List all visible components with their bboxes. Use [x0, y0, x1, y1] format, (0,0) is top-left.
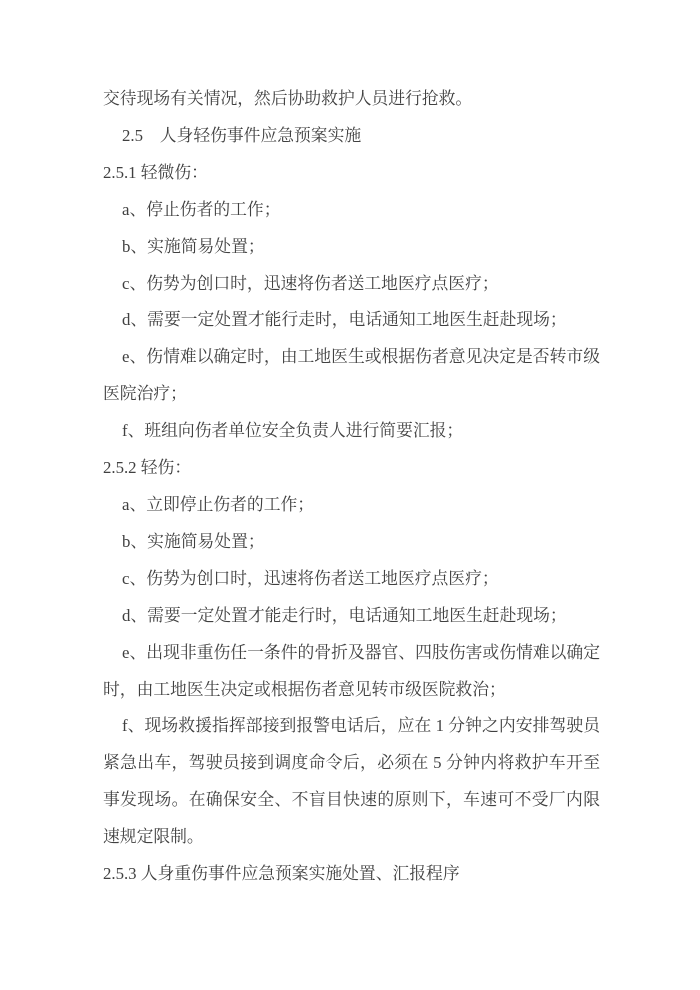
clause-2-5-2-d: d、需要一定处置才能走行时，电话通知工地医生赶赴现场； — [122, 605, 567, 625]
clause-2-5-2-a: a、立即停止伤者的工作； — [122, 494, 315, 514]
clause-2-5-2-f: f、现场救援指挥部接到报警电话后，应在 1 分钟之内安排驾驶员紧急出车，驾驶员接到调度命令后，必须在 5 分钟内将救护车开至事发现场。在确保安全、不盲目快速的原则下，车速可不受厂内限速规定限制。 — [103, 716, 600, 847]
clause-2-5-2-b: b、实施简易处置； — [122, 531, 265, 551]
clause-2-5-1-a: a、停止伤者的工作； — [122, 199, 281, 219]
clause-2-5-1-c: c、伤势为创口时，迅速将伤者送工地医疗点医疗； — [122, 273, 499, 293]
document-text-block — [103, 81, 600, 893]
heading-section-2-5-1: 2.5.1 轻微伤： — [103, 162, 208, 182]
clause-2-5-1-d: d、需要一定处置才能行走时，电话通知工地医生赶赴现场； — [122, 310, 567, 330]
paragraph-continuation: 交待现场有关情况，然后协助救护人员进行抢救。 — [103, 89, 473, 108]
clause-2-5-1-e: e、伤情难以确定时，由工地医生或根据伤者意见决定是否转市级医院治疗； — [103, 347, 600, 404]
heading-section-2-5-3: 2.5.3 人身重伤事件应急预案实施处置、汇报程序 — [103, 864, 460, 884]
clause-2-5-1-b: b、实施简易处置； — [122, 236, 265, 256]
heading-section-2-5: 2.5 人身轻伤事件应急预案实施 — [122, 125, 362, 145]
clause-2-5-1-f: f、班组向伤者单位安全负责人进行简要汇报； — [122, 421, 464, 441]
clause-2-5-2-e: e、出现非重伤任一条件的骨折及器官、四肢伤害或伤情难以确定时，由工地医生决定或根据伤者意见转市级医院救治； — [103, 642, 600, 699]
heading-section-2-5-2: 2.5.2 轻伤： — [103, 458, 192, 478]
clause-2-5-2-c: c、伤势为创口时，迅速将伤者送工地医疗点医疗； — [122, 568, 499, 588]
